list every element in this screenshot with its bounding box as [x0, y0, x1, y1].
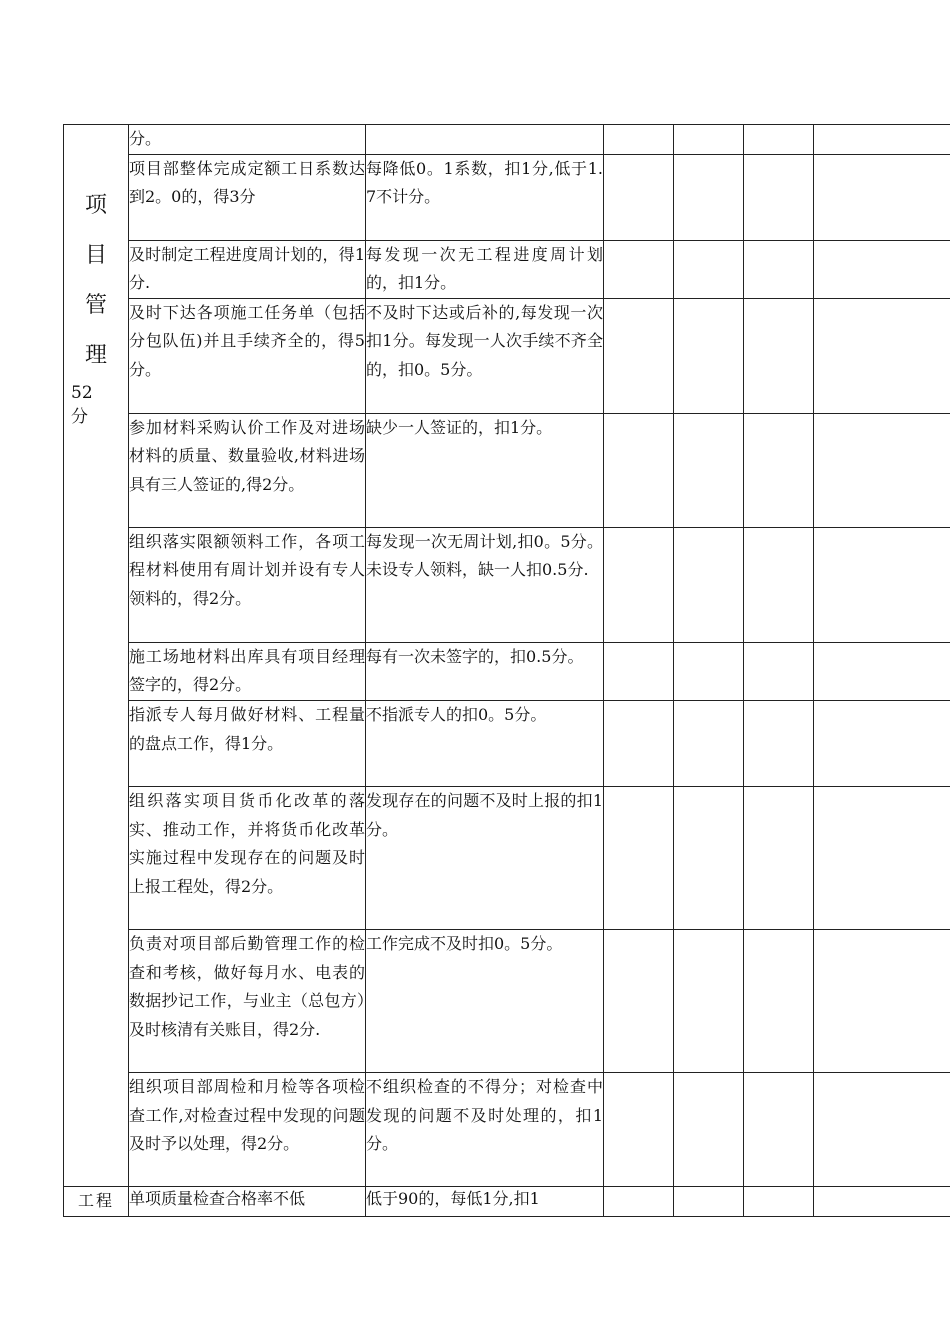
empty-cell [604, 527, 674, 642]
table-row [64, 700, 950, 786]
criterion-cell: 及时制定工程进度周计划的，得1分. [129, 240, 366, 298]
empty-cell [604, 298, 674, 413]
empty-cell [814, 700, 950, 786]
empty-cell [744, 786, 814, 929]
criterion-cell: 施工场地材料出库具有项目经理签字的，得2分。 [129, 642, 366, 700]
deduction-cell: 工作完成不及时扣0。5分。 [366, 929, 604, 1072]
deduction-cell: 每降低0。1系数，扣1分,低于1.7不计分。 [366, 154, 604, 240]
empty-cell [674, 786, 744, 929]
table-row [64, 413, 950, 527]
empty-cell [674, 413, 744, 527]
empty-cell [674, 298, 744, 413]
criterion-cell: 指派专人每月做好材料、工程量的盘点工作，得1分。 [129, 700, 366, 786]
criterion-cell: 负责对项目部后勤管理工作的检查和考核，做好每月水、电表的数据抄记工作，与业主（总包方）及时核清有关账目，得2分. [129, 929, 366, 1072]
table-row [64, 527, 950, 642]
empty-cell [744, 700, 814, 786]
deduction-cell: 低于90的，每低1分,扣1 [366, 1186, 604, 1216]
empty-cell [744, 240, 814, 298]
table-row [64, 786, 950, 929]
empty-cell [674, 527, 744, 642]
category-char: 项 [84, 193, 107, 218]
criterion-cell: 及时下达各项施工任务单（包括分包队伍)并且手续齐全的，得5分。 [129, 298, 366, 413]
empty-cell [814, 413, 950, 527]
empty-cell [604, 700, 674, 786]
category-char: 目 [84, 243, 107, 268]
evaluation-table [63, 124, 950, 1217]
table-row [64, 642, 950, 700]
deduction-cell: 发现存在的问题不及时上报的扣1分。 [366, 786, 604, 929]
deduction-cell: 每发现一次无工程进度周计划的，扣1分。 [366, 240, 604, 298]
criterion-cell: 组织项目部周检和月检等各项检查工作,对检查过程中发现的问题及时予以处理，得2分。 [129, 1072, 366, 1186]
deduction-cell: 不组织检查的不得分；对检查中发现的问题不及时处理的，扣1分。 [366, 1072, 604, 1186]
empty-cell [604, 413, 674, 527]
empty-cell [604, 125, 674, 155]
deduction-cell [366, 125, 604, 155]
empty-cell [744, 527, 814, 642]
empty-cell [814, 298, 950, 413]
empty-cell [604, 240, 674, 298]
empty-cell [674, 240, 744, 298]
empty-cell [604, 1072, 674, 1186]
criterion-cell: 组织落实项目货币化改革的落实、推动工作，并将货币化改革实施过程中发现存在的问题及时上报工程处，得2分。 [129, 786, 366, 929]
criterion-cell: 组织落实限额领料工作，各项工程材料使用有周计划并设有专人领料的，得2分。 [129, 527, 366, 642]
empty-cell [814, 1072, 950, 1186]
deduction-cell: 不及时下达或后补的,每发现一次扣1分。每发现一人次手续不齐全的，扣0。5分。 [366, 298, 604, 413]
empty-cell [744, 929, 814, 1072]
table-row [64, 1186, 950, 1216]
empty-cell [674, 700, 744, 786]
category-char: 理 [84, 343, 107, 368]
table-row [64, 298, 950, 413]
empty-cell [674, 1186, 744, 1216]
empty-cell [744, 642, 814, 700]
empty-cell [674, 929, 744, 1072]
table-row [64, 929, 950, 1072]
deduction-cell: 每有一次未签字的，扣0.5分。 [366, 642, 604, 700]
category-cell-engineering: 工程 [64, 1186, 129, 1216]
empty-cell [814, 786, 950, 929]
category-cell [64, 125, 129, 1187]
empty-cell [674, 125, 744, 155]
empty-cell [744, 1072, 814, 1186]
empty-cell [604, 1186, 674, 1216]
table-row [64, 125, 950, 155]
empty-cell [744, 1186, 814, 1216]
empty-cell [604, 786, 674, 929]
empty-cell [814, 125, 950, 155]
category-score-unit: 分 [71, 407, 88, 427]
category-score: 52 [71, 383, 93, 403]
table-row [64, 1072, 950, 1186]
deduction-cell: 缺少一人签证的，扣1分。 [366, 413, 604, 527]
deduction-cell: 不指派专人的扣0。5分。 [366, 700, 604, 786]
empty-cell [604, 154, 674, 240]
empty-cell [814, 527, 950, 642]
empty-cell [814, 154, 950, 240]
empty-cell [814, 642, 950, 700]
deduction-cell: 每发现一次无周计划,扣0。5分。未设专人领料，缺一人扣0.5分. [366, 527, 604, 642]
criterion-cell: 分。 [129, 125, 366, 155]
category-char: 管 [84, 293, 107, 318]
table-row [64, 240, 950, 298]
empty-cell [674, 642, 744, 700]
empty-cell [674, 154, 744, 240]
empty-cell [744, 298, 814, 413]
criterion-cell: 项目部整体完成定额工日系数达到2。0的，得3分 [129, 154, 366, 240]
empty-cell [814, 240, 950, 298]
empty-cell [604, 642, 674, 700]
empty-cell [744, 413, 814, 527]
empty-cell [744, 125, 814, 155]
criterion-cell: 单项质量检查合格率不低 [129, 1186, 366, 1216]
empty-cell [744, 154, 814, 240]
criterion-cell: 参加材料采购认价工作及对进场材料的质量、数量验收,材料进场具有三人签证的,得2分。 [129, 413, 366, 527]
table-row [64, 154, 950, 240]
empty-cell [604, 929, 674, 1072]
empty-cell [814, 929, 950, 1072]
empty-cell [814, 1186, 950, 1216]
empty-cell [674, 1072, 744, 1186]
